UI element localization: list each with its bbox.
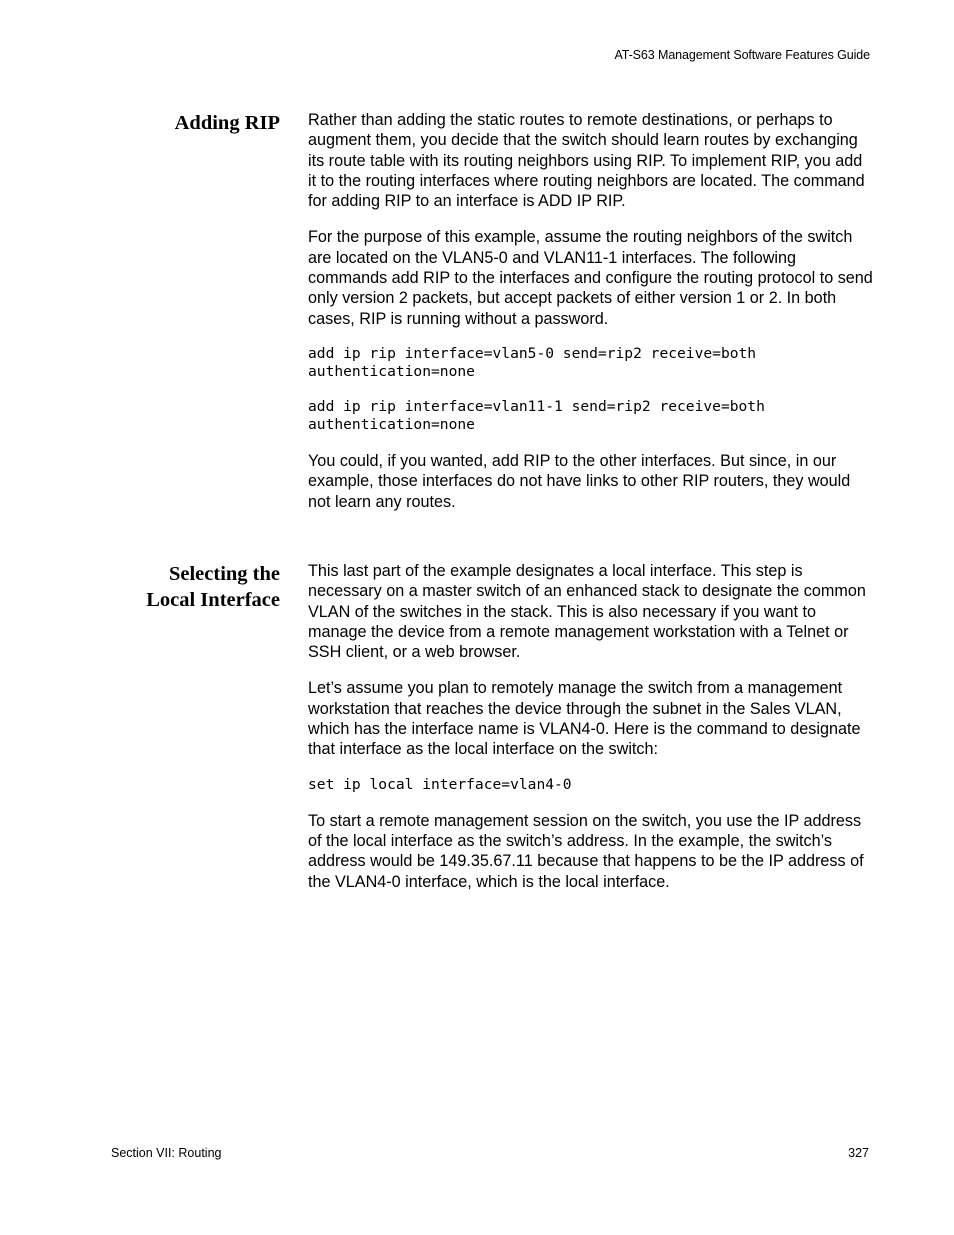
section-body (308, 561, 873, 908)
code-block: add ip rip interface=vlan11-1 send=rip2 receive=both authentication=none (308, 397, 765, 433)
code-block: add ip rip interface=vlan5-0 send=rip2 receive=both authentication=none (308, 344, 757, 380)
code-block: set ip local interface=vlan4-0 (308, 775, 572, 793)
paragraph: This last part of the example designates a local interface. This step is necessary on a master switch of an enhanced stack to designate the common VLAN of the switches in the stack. This is also necessary if you want to manage the device from a remote management workstation with a Telnet or SSH client, or a web browser. (308, 562, 866, 662)
paragraph: Rather than adding the static routes to remote destinations, or perhaps to augment them, you decide that the switch should learn routes by exchanging its route table with its routing neighbors using RIP. To implement RIP, you add it to the routing interfaces where routing neighbors are located. The command for adding RIP to an interface is ADD IP RIP. (308, 111, 865, 211)
running-header: AT-S63 Management Software Features Guide (614, 48, 870, 62)
heading-line: Adding RIP (174, 112, 280, 134)
paragraph: To start a remote management session on the switch, you use the IP address of the local interface as the switch’s address. In the example, the switch’s address would be 149.35.67.11 because that happens to be the IP address of the VLAN4-0 interface, which is the local interface. (308, 811, 864, 891)
paragraph: You could, if you wanted, add RIP to the other interfaces. But since, in our example, those interfaces do not have links to other RIP routers, they would not learn any routes. (308, 451, 851, 511)
paragraph: Let’s assume you plan to remotely manage the switch from a management workstation that reaches the device through the subnet in the Sales VLAN, which has the interface name is VLAN4-0. Here is the command to designate that interface as the local interface on the switch: (308, 679, 861, 759)
page-number: 327 (848, 1146, 869, 1160)
section-heading (80, 110, 280, 136)
footer-section-label: Section VII: Routing (111, 1146, 222, 1160)
paragraph: For the purpose of this example, assume the routing neighbors of the switch are located on the VLAN5-0 and VLAN11-1 interfaces. The following commands add RIP to the interfaces and configure the routing protocol to send only version 2 packets, but accept packets of either version 1 or 2. In both cases, RIP is running without a password. (308, 228, 873, 328)
section-body (308, 110, 873, 528)
section-heading (80, 561, 280, 613)
heading-line: Selecting the (168, 563, 280, 585)
heading-line: Local Interface (146, 589, 280, 611)
